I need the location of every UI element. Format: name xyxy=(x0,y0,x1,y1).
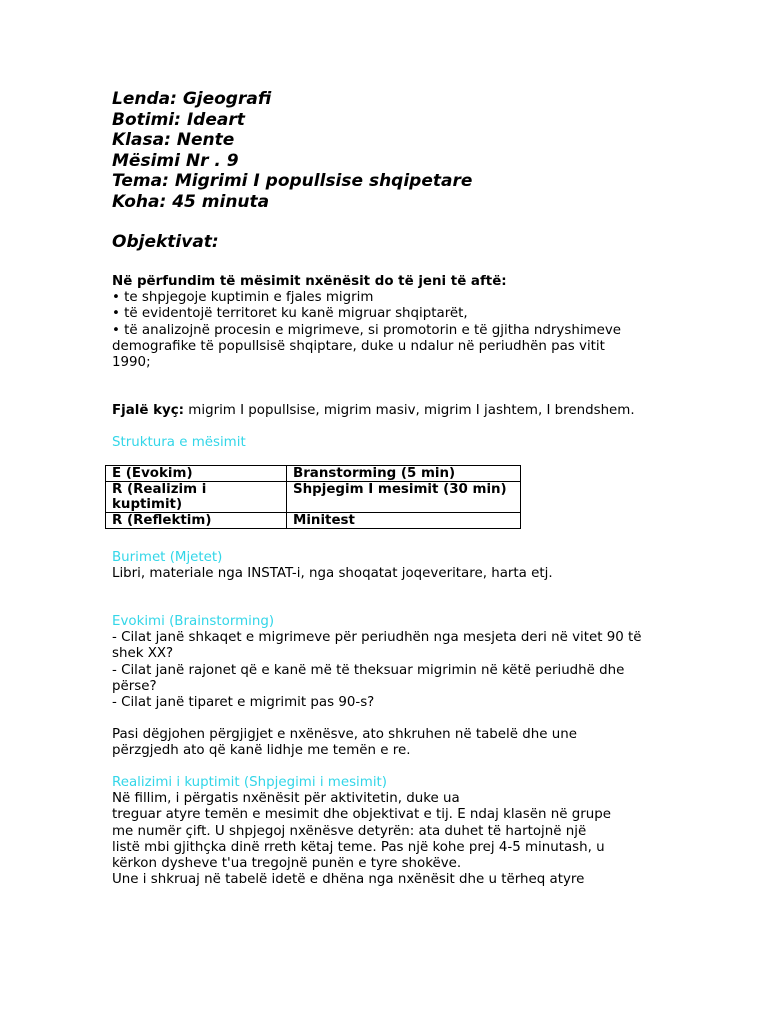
realization-heading: Realizimi i kuptimit (Shpjegimi i mesimit) xyxy=(112,775,388,790)
objectives-block xyxy=(112,274,621,371)
phase-cell: E (Evokim) xyxy=(106,466,287,482)
paragraph-line: Pasi dëgjohen përgjigjet e nxënësve, ato shkruhen në tabelë dhe une xyxy=(112,727,577,742)
table-row xyxy=(106,466,521,482)
realization-line: treguar atyre temën e mesimit dhe objektivat e tij. E ndaj klasën në grupe xyxy=(112,807,611,823)
evocation-paragraph xyxy=(112,727,577,759)
activity-cell: Minitest xyxy=(287,513,521,529)
objectives-heading: Objektivat: xyxy=(112,232,219,252)
keywords-line xyxy=(112,403,635,419)
subject-line: Lenda: Gjeografi xyxy=(112,89,272,109)
topic-line: Tema: Migrimi I popullsise shqipetare xyxy=(112,171,473,191)
lesson-number-line: Mësimi Nr . 9 xyxy=(112,150,239,171)
keywords-text: migrim I popullsise, migrim masiv, migrim I jashtem, I brendshem. xyxy=(184,403,635,418)
objectives-intro: Në përfundim të mësimit nxënësit do të jeni të aftë: xyxy=(112,274,507,289)
class-line: Klasa: Nente xyxy=(112,130,235,150)
realization-block xyxy=(112,775,611,888)
lesson-header xyxy=(112,89,472,212)
realization-line: Në fillim, i përgatis nxënësit për aktivitetin, duke ua xyxy=(112,791,460,807)
table-row xyxy=(106,482,521,513)
structure-heading: Struktura e mësimit xyxy=(112,435,246,450)
phase-cell: R (Realizim i kuptimit) xyxy=(106,482,287,513)
evocation-line: - Cilat janë shkaqet e migrimeve për periudhën nga mesjeta deri në vitet 90 të xyxy=(112,630,642,646)
objective-item: • të analizojnë procesin e migrimeve, si promotorin e të gjitha ndryshimeve xyxy=(112,322,621,338)
table-row xyxy=(106,513,521,529)
evocation-line: përse? xyxy=(112,678,157,694)
publisher-line: Botimi: Ideart xyxy=(112,109,245,130)
duration-line: Koha: 45 minuta xyxy=(112,191,270,212)
activity-cell: Branstorming (5 min) xyxy=(287,466,521,482)
paragraph-line: përzgjedh ato që kanë lidhje me temën e re. xyxy=(112,743,411,759)
evocation-line: - Cilat janë rajonet që e kanë më të theksuar migrimin në këtë periudhë dhe xyxy=(112,662,625,678)
structure-table xyxy=(105,465,521,529)
sources-text: Libri, materiale nga INSTAT-i, nga shoqatat joqeveritare, harta etj. xyxy=(112,566,553,582)
phase-cell: R (Reflektim) xyxy=(106,513,287,529)
objective-item: • të evidentojë territoret ku kanë migruar shqiptarët, xyxy=(112,306,468,322)
sources-heading: Burimet (Mjetet) xyxy=(112,550,223,565)
sources-block xyxy=(112,550,553,582)
objective-item: 1990; xyxy=(112,354,151,370)
realization-line: me numër çift. U shpjegoj nxënësve detyrën: ata duhet të hartojnë një xyxy=(112,823,587,839)
realization-line: Une i shkruaj në tabelë idetë e dhëna nga nxënësit dhe u tërheq atyre xyxy=(112,872,585,888)
evocation-heading: Evokimi (Brainstorming) xyxy=(112,614,275,629)
objective-item: demografike të popullsisë shqiptare, duke u ndalur në periudhën pas vitit xyxy=(112,338,605,354)
keywords-label: Fjalë kyç: xyxy=(112,403,185,418)
realization-line: listë mbi gjithçka dinë rreth këtaj teme. Pas një kohe prej 4-5 minutash, u xyxy=(112,839,605,855)
evocation-block xyxy=(112,614,642,711)
evocation-line: shek XX? xyxy=(112,646,174,662)
objective-item: • te shpjegoje kuptimin e fjales migrim xyxy=(112,290,374,306)
realization-line: kërkon dysheve t'ua tregojnë punën e tyre shokëve. xyxy=(112,855,462,871)
evocation-line: - Cilat janë tiparet e migrimit pas 90-s? xyxy=(112,694,375,710)
activity-cell: Shpjegim I mesimit (30 min) xyxy=(287,482,521,513)
